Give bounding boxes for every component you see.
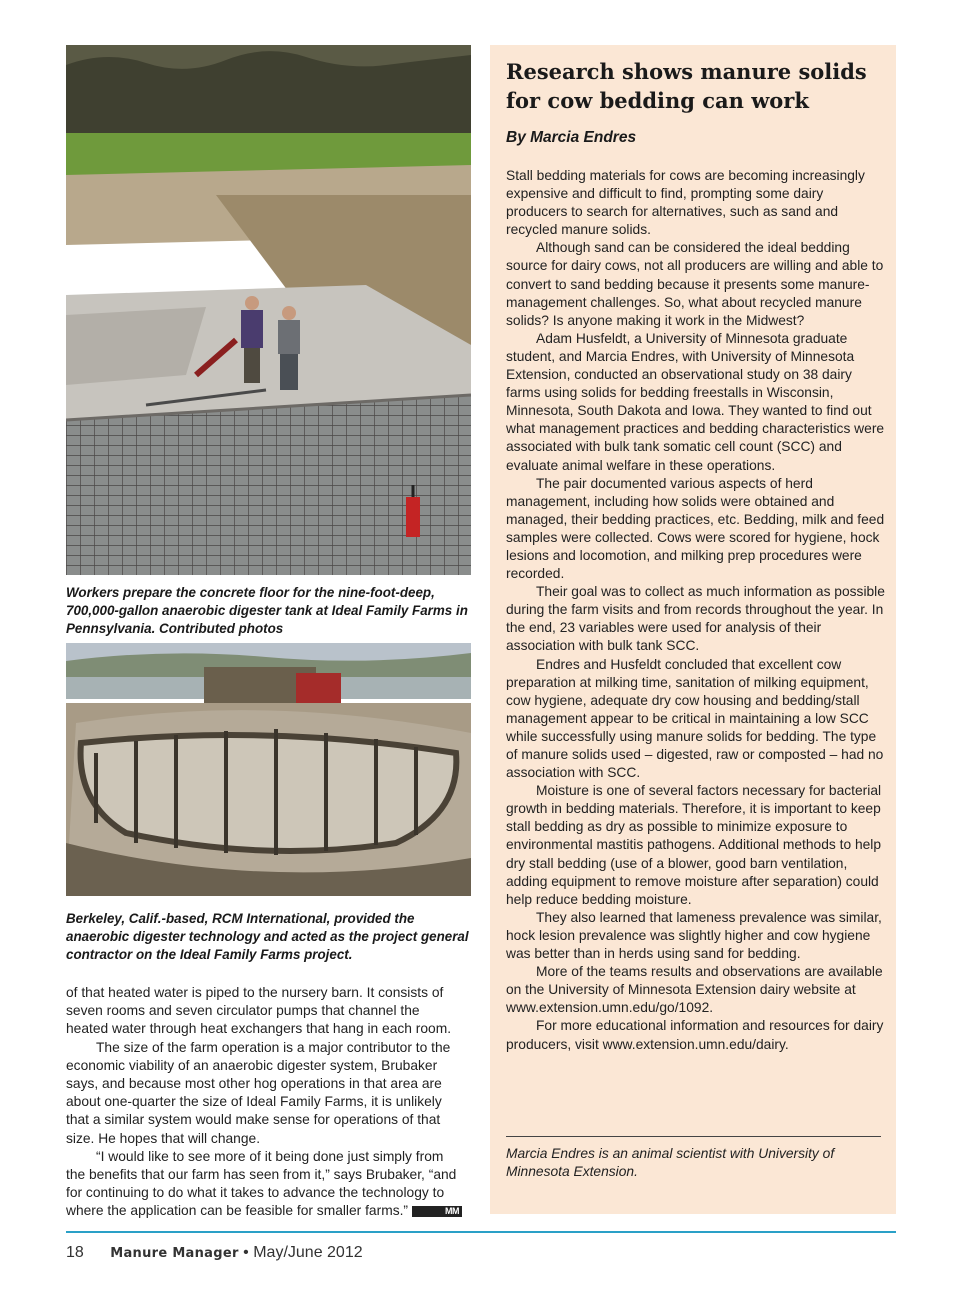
sidebar-body	[506, 167, 886, 1054]
article-paragraph: The size of the farm operation is a major contributor to the economic viability of an anaerobic digester system, Brubaker says, and because most other hog operations in that area are about one-quarter the size of Ideal Family Farms, it is unlikely that a similar system would make sense for operations of that size. He hopes that will change.	[66, 1039, 451, 1146]
sidebar-divider	[506, 1136, 881, 1137]
page-footer	[66, 1244, 363, 1262]
sidebar-paragraph: Their goal was to collect as much information as possible during the farm visits and from records throughout the year. In the end, 23 variables were used for analysis of their association with bulk tank SCC.	[506, 584, 885, 654]
sidebar-paragraph: Endres and Husfeldt concluded that excellent cow preparation at milking time, sanitation of milking equipment, cow hygiene, adequate dry cow housing and bedding/stall management appear to be critical in maintaining a low SCC while successfully using manure solids for bedding. The type of manure solids used – digested, raw or composted – had no association with SCC.	[506, 656, 884, 781]
page-number: 18	[66, 1244, 84, 1261]
article-continuation	[66, 984, 464, 1221]
sidebar-paragraph: Adam Husfeldt, a University of Minnesota graduate student, and Marcia Endres, with University of Minnesota Extension, conducted an observational study on 38 dairy farms using solids for bedding freestalls in Wisconsin, Minnesota, South Dakota and Iowa. They wanted to find out what management practices and bedding characteristics were associated with bulk tank somatic cell count (SCC) and evaluate animal welfare in these operations.	[506, 330, 885, 473]
end-mark-logo: MM	[412, 1206, 462, 1217]
sidebar-paragraph: They also learned that lameness prevalence was similar, hock lesion prevalence was slightly higher and cow hygiene was better than in herds using sand for bedding.	[506, 909, 882, 962]
sidebar-paragraph: For more educational information and resources for dairy producers, visit www.extension.umn.edu/dairy.	[506, 1018, 884, 1052]
sidebar-paragraph: Stall bedding materials for cows are becoming increasingly expensive and difficult to find, prompting some dairy producers to search for alternatives, such as sand and recycled manure solids.	[506, 168, 865, 238]
sidebar-paragraph: The pair documented various aspects of herd management, including how solids were obtained and managed, their bedding practices, etc. Bedding, milk and feed samples were collected. Cows were scored for hygiene, hock lesions and locomotion, and milking prep procedures were recorded.	[506, 475, 885, 582]
article-paragraph	[66, 1148, 464, 1221]
sidebar-title: Research shows manure solids for cow bedding can work	[506, 59, 867, 113]
sidebar-paragraph: More of the teams results and observations are available on the University of Minnesota Extension dairy website at www.extension.umn.edu/go/1092.	[506, 964, 883, 1016]
photo-digester-tank	[66, 643, 471, 896]
author-bio: Marcia Endres is an animal scientist with University of Minnesota Extension.	[506, 1146, 835, 1180]
sidebar-research-box	[490, 45, 896, 1214]
photo-caption-concrete-floor: Workers prepare the concrete floor for the nine-foot-deep, 700,000-gallon anaerobic digester tank at Ideal Family Farms in Pennsylvania. Contributed photos	[66, 585, 468, 636]
footer-divider	[66, 1231, 896, 1233]
sidebar-byline: By Marcia Endres	[506, 129, 637, 146]
photo-concrete-floor	[66, 45, 471, 575]
publication-name: Manure Manager	[110, 1246, 239, 1261]
photo-caption-digester-tank: Berkeley, Calif.-based, RCM International, provided the anaerobic digester technology and acted as the project general contractor on the Ideal Family Farms project.	[66, 911, 469, 962]
article-paragraph-text: “I would like to see more of it being done just simply from the benefits that our farm has seen from it,” says Brubaker, “and for continuing to do what it takes to advance the technology to where the application can be feasible for smaller farms.”	[66, 1148, 457, 1219]
sidebar-paragraph: Although sand can be considered the ideal bedding source for dairy cows, not all producers are willing and able to convert to sand bedding because it presents some manure-management challenges. So, what about recycled manure solids? Is anyone making it work in the Midwest?	[506, 240, 884, 328]
sidebar-paragraph: Moisture is one of several factors necessary for bacterial growth in bedding materials. Therefore, it is important to keep stall bedding as dry as possible to minimize exposure to environmental mastitis pathogens. Additional methods to help dry stall bedding (use of a blower, good barn ventilation, adding equipment to remove moisture after separation) could help reduce bedding moisture.	[506, 783, 882, 907]
issue-date: May/June 2012	[253, 1244, 363, 1261]
article-paragraph: of that heated water is piped to the nursery barn. It consists of seven rooms and seven circulator pumps that channel the heated water through heat exchangers that hang in each room.	[66, 985, 452, 1037]
footer-separator: •	[243, 1244, 249, 1261]
